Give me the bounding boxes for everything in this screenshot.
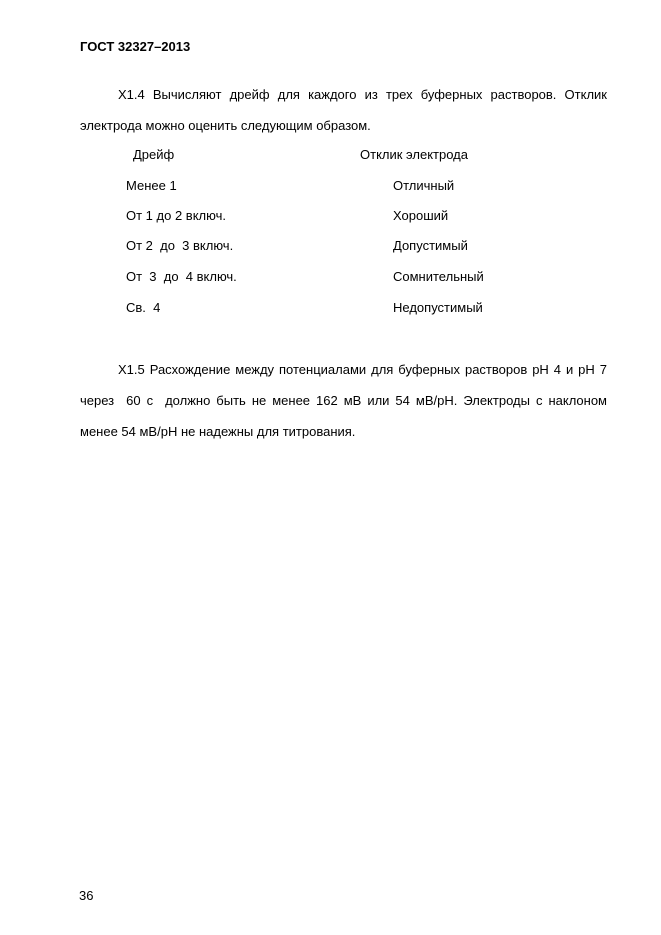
table-cell-drift: От 3 до 4 включ. bbox=[126, 269, 237, 284]
table-cell-drift: Менее 1 bbox=[126, 178, 177, 193]
table-cell-drift: От 2 до 3 включ. bbox=[126, 238, 234, 253]
paragraph-line: через 60 с должно быть не менее 162 мВ или 54 мВ/pH. Электроды с наклоном bbox=[80, 393, 607, 408]
table-header-drift: Дрейф bbox=[133, 147, 175, 162]
paragraph-line: менее 54 мВ/pH не надежны для титрования. bbox=[80, 424, 356, 439]
table-cell-response: Допустимый bbox=[393, 238, 468, 253]
table-header-response: Отклик электрода bbox=[360, 147, 468, 162]
table-cell-response: Недопустимый bbox=[393, 300, 483, 315]
paragraph-line: электрода можно оценить следующим образом. bbox=[80, 118, 371, 133]
paragraph-line: X1.5 Расхождение между потенциалами для буферных растворов pH 4 и pH 7 bbox=[118, 362, 607, 377]
page-number: 36 bbox=[79, 888, 94, 903]
table-cell-response: Сомнительный bbox=[393, 269, 484, 284]
table-cell-response: Хороший bbox=[393, 208, 449, 223]
table-cell-drift: Св. 4 bbox=[126, 300, 161, 315]
table-cell-drift: От 1 до 2 включ. bbox=[126, 208, 226, 223]
table-cell-response: Отличный bbox=[393, 178, 455, 193]
document-header: ГОСТ 32327–2013 bbox=[80, 39, 191, 54]
paragraph-line: X1.4 Вычисляют дрейф для каждого из трех буферных растворов. Отклик bbox=[118, 87, 607, 102]
